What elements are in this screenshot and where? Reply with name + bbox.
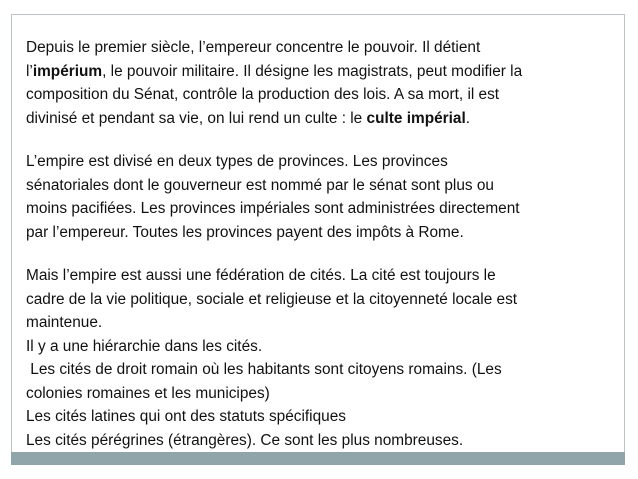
term-culte-imperial: culte impérial bbox=[366, 109, 466, 127]
text-line: Depuis le premier siècle, l’empereur concentre le pouvoir. Il détient bbox=[26, 39, 481, 56]
text-line: cadre de la vie politique, sociale et religieuse et la citoyenneté locale est bbox=[26, 290, 518, 308]
text-line: maintenue. bbox=[26, 314, 103, 331]
term-imperium: impérium bbox=[32, 62, 103, 80]
paragraph-cities bbox=[26, 264, 606, 452]
text-line: sénatoriales dont le gouverneur est nommé par le sénat sont plus ou bbox=[26, 176, 494, 194]
text-line: l’impérium, le pouvoir militaire. Il désigne les magistrats, peut modifier la bbox=[26, 62, 523, 80]
paragraph-emperor-power bbox=[26, 36, 606, 130]
text-line: Mais l’empire est aussi une fédération de cités. La cité est toujours le bbox=[26, 267, 496, 284]
text-line: colonies romaines et les municipes) bbox=[26, 384, 270, 402]
text-line: Les cités latines qui ont des statuts spécifiques bbox=[26, 408, 346, 425]
text-line: Les cités de droit romain où les habitants sont citoyens romains. (Les bbox=[26, 361, 502, 378]
text-line: Les cités pérégrines (étrangères). Ce sont les plus nombreuses. bbox=[26, 431, 464, 449]
text-line: composition du Sénat, contrôle la production des lois. A sa mort, il est bbox=[26, 86, 500, 103]
text-line: moins pacifiées. Les provinces impériales sont administrées directement bbox=[26, 200, 520, 217]
text-line: divinisé et pendant sa vie, on lui rend un culte : le culte impérial. bbox=[26, 109, 471, 127]
slide-bottom-bar bbox=[11, 452, 625, 465]
text-line: L’empire est divisé en deux types de provinces. Les provinces bbox=[26, 153, 448, 170]
text-line: Il y a une hiérarchie dans les cités. bbox=[26, 337, 263, 355]
text-line: par l’empereur. Toutes les provinces payent des impôts à Rome. bbox=[26, 223, 464, 241]
paragraph-provinces bbox=[26, 150, 606, 244]
